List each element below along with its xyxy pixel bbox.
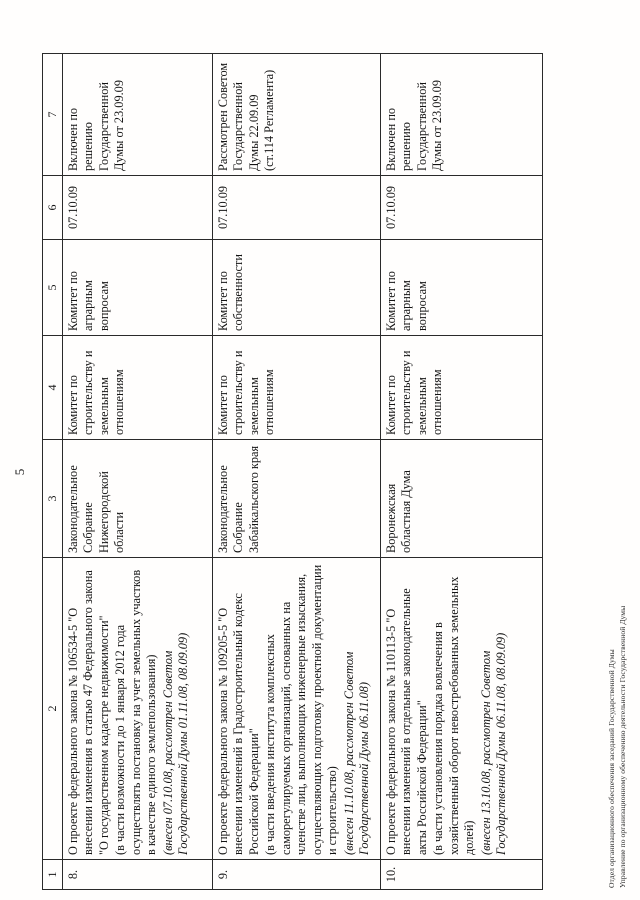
column-header-6: 6	[43, 176, 63, 240]
responsible-committee-cell: Комитет по строительству и земельным отношениям	[213, 336, 381, 440]
initiator-cell: Воронежская областная Дума	[381, 440, 543, 558]
co-committee-cell: Комитет по аграрным вопросам	[63, 240, 213, 336]
bill-title: О проекте федерального закона № 106534-5 "О внесении изменения в статью 47 Федерального закона "О государственном кадастре недвижимости"	[66, 570, 111, 855]
date-cell: 07.10.09	[381, 176, 543, 240]
column-header-1: 1	[43, 860, 63, 890]
column-header-2: 2	[43, 558, 63, 860]
bill-description-cell	[381, 558, 543, 860]
bill-note: (в части установления порядка вовлечения в хозяйственный оборот невостребованных земельных долей)	[431, 576, 477, 855]
bill-note: (в части возможности до 1 января 2012 года осуществлять постановку на учет земельных участков в качестве единого землепользования)	[113, 569, 159, 855]
responsible-committee-cell: Комитет по строительству и земельным отношениям	[63, 336, 213, 440]
status-cell: Включен по решению Государственной Думы от 23.09.09	[63, 54, 213, 176]
row-number-cell: 8.	[63, 860, 213, 890]
column-header-7: 7	[43, 54, 63, 176]
document-footer	[607, 606, 629, 888]
bill-note: (в части введения института комплексных саморегулируемых организаций, основанных на членстве лиц, выполняющих инженерные изыскания, осуществляющих подготовку проектной документации и строительство)	[263, 564, 340, 855]
status-cell: Рассмотрен Советом Государственной Думы 22.09.09 (ст.114 Регламента)	[213, 54, 381, 176]
responsible-committee-cell: Комитет по строительству и земельным отношениям	[381, 336, 543, 440]
footer-department-line: Отдел организационного обеспечения заседаний Государственной Думы	[607, 649, 616, 888]
initiator-cell: Законодательное Собрание Нижегородской области	[63, 440, 213, 558]
column-header-4: 4	[43, 336, 63, 440]
table-header-row	[43, 54, 63, 890]
date-cell: 07.10.09	[63, 176, 213, 240]
date-cell: 07.10.09	[213, 176, 381, 240]
footer-department-line: Управление по организационному обеспечению деятельности Государственной Думы	[617, 605, 627, 888]
table-row	[381, 54, 543, 890]
bill-history: (внесен 11.10.08, рассмотрен Советом Государственной Думы 06.11.08)	[341, 651, 372, 855]
bill-history: (внесен 07.10.08, рассмотрен Советом Государственной Думы 01.11.08, 08.09.09)	[160, 632, 191, 855]
column-header-5: 5	[43, 240, 63, 336]
bill-history: (внесен 13.10.08, рассмотрен Советом Государственной Думы 06.11.08, 08.09.09)	[478, 632, 509, 855]
initiator-cell: Законодательное Собрание Забайкальского края	[213, 440, 381, 558]
bill-title: О проекте федерального закона № 110113-5 "О внесении изменений в отдельные законодательные акты Российской Федерации"	[384, 588, 429, 855]
bills-schedule-table	[42, 53, 543, 890]
page-number: 5	[12, 468, 27, 476]
row-number-cell: 9.	[213, 860, 381, 890]
status-cell: Включен по решению Государственной Думы от 23.09.09	[381, 54, 543, 176]
bill-description-cell	[63, 558, 213, 860]
bill-title: О проекте федерального закона № 109205-5 "О внесении изменений в Градостроительный кодекс Российской Федерации"	[216, 593, 261, 855]
column-header-3: 3	[43, 440, 63, 558]
bill-description-cell	[213, 558, 381, 860]
co-committee-cell: Комитет по аграрным вопросам	[381, 240, 543, 336]
table-row	[213, 54, 381, 890]
co-committee-cell: Комитет по собственности	[213, 240, 381, 336]
table-row	[63, 54, 213, 890]
row-number-cell: 10.	[381, 860, 543, 890]
